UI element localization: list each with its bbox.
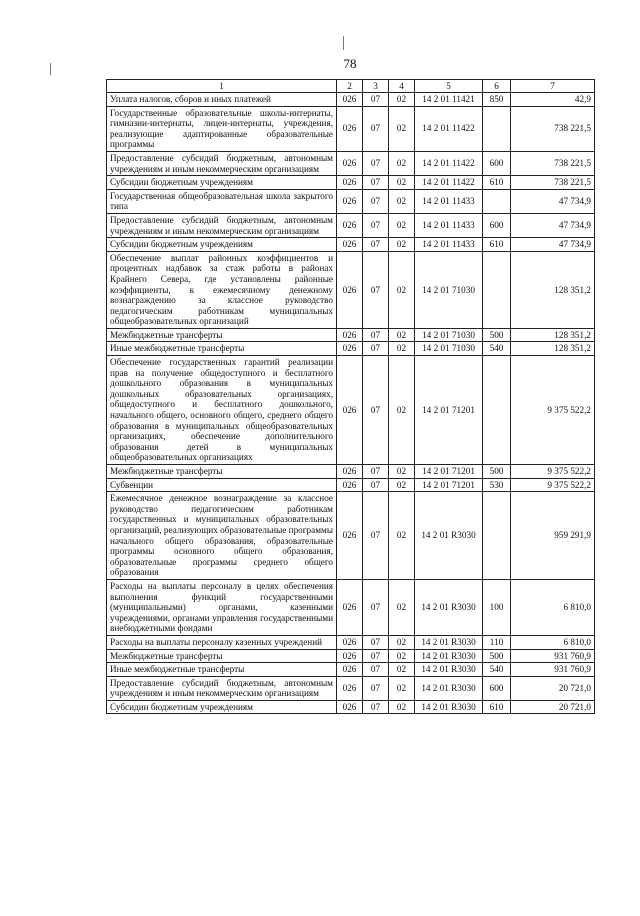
row-code-cell: 026 <box>337 342 363 356</box>
row-name-cell: Межбюджетные трансферты <box>107 328 337 342</box>
row-subsection-cell: 02 <box>389 213 415 237</box>
row-amount-cell: 9 375 522,2 <box>511 465 595 479</box>
row-name-cell: Государственные образовательные школы-интернаты, гимназии-интернаты, лицеи-интернаты, учреждения, реализующие адаптированные образовательные программы <box>107 106 337 151</box>
row-code-cell: 026 <box>337 676 363 700</box>
row-section-cell: 07 <box>363 700 389 714</box>
row-amount-cell: 47 734,9 <box>511 213 595 237</box>
table-row <box>107 478 595 492</box>
row-type-cell: 500 <box>483 649 511 663</box>
table-row <box>107 663 595 677</box>
table-row <box>107 151 595 175</box>
row-code-cell: 026 <box>337 635 363 649</box>
column-header: 6 <box>483 80 511 93</box>
row-name-cell: Расходы на выплаты персоналу казенных учреждений <box>107 635 337 649</box>
row-type-cell: 600 <box>483 676 511 700</box>
table-row <box>107 700 595 714</box>
row-type-cell: 850 <box>483 93 511 107</box>
column-header: 3 <box>363 80 389 93</box>
row-amount-cell: 128 351,2 <box>511 251 595 328</box>
row-name-cell: Иные межбюджетные трансферты <box>107 342 337 356</box>
row-amount-cell: 9 375 522,2 <box>511 356 595 465</box>
row-subsection-cell: 02 <box>389 106 415 151</box>
row-name-cell: Межбюджетные трансферты <box>107 649 337 663</box>
budget-table <box>106 79 595 714</box>
row-section-cell: 07 <box>363 151 389 175</box>
row-code-cell: 026 <box>337 213 363 237</box>
row-target-cell: 14 2 01 11433 <box>415 189 483 213</box>
row-name-cell: Иные межбюджетные трансферты <box>107 663 337 677</box>
row-amount-cell: 42,9 <box>511 93 595 107</box>
row-section-cell: 07 <box>363 328 389 342</box>
row-type-cell <box>483 492 511 580</box>
row-code-cell: 026 <box>337 579 363 635</box>
row-target-cell: 14 2 01 R3030 <box>415 663 483 677</box>
row-type-cell: 610 <box>483 700 511 714</box>
row-target-cell: 14 2 01 71030 <box>415 342 483 356</box>
table-row <box>107 579 595 635</box>
row-subsection-cell: 02 <box>389 238 415 252</box>
row-target-cell: 14 2 01 11422 <box>415 176 483 190</box>
row-code-cell: 026 <box>337 151 363 175</box>
row-subsection-cell: 02 <box>389 356 415 465</box>
row-name-cell: Предоставление субсидий бюджетным, автономным учреждениям и иным некоммерческим организациям <box>107 213 337 237</box>
row-type-cell: 600 <box>483 213 511 237</box>
row-amount-cell: 47 734,9 <box>511 238 595 252</box>
row-subsection-cell: 02 <box>389 649 415 663</box>
row-section-cell: 07 <box>363 663 389 677</box>
row-section-cell: 07 <box>363 213 389 237</box>
row-target-cell: 14 2 01 R3030 <box>415 676 483 700</box>
row-type-cell <box>483 189 511 213</box>
table-row <box>107 465 595 479</box>
row-target-cell: 14 2 01 R3030 <box>415 579 483 635</box>
row-type-cell: 610 <box>483 238 511 252</box>
row-amount-cell: 47 734,9 <box>511 189 595 213</box>
row-name-cell: Субвенции <box>107 478 337 492</box>
row-amount-cell: 738 221,5 <box>511 176 595 190</box>
row-amount-cell: 128 351,2 <box>511 342 595 356</box>
row-target-cell: 14 2 01 R3030 <box>415 649 483 663</box>
row-section-cell: 07 <box>363 93 389 107</box>
header-row <box>107 80 595 93</box>
row-section-cell: 07 <box>363 465 389 479</box>
column-header: 1 <box>107 80 337 93</box>
row-name-cell: Субсидии бюджетным учреждениям <box>107 700 337 714</box>
row-amount-cell: 738 221,5 <box>511 151 595 175</box>
row-amount-cell: 959 291,9 <box>511 492 595 580</box>
row-type-cell: 500 <box>483 465 511 479</box>
table-row <box>107 176 595 190</box>
row-name-cell: Межбюджетные трансферты <box>107 465 337 479</box>
row-code-cell: 026 <box>337 328 363 342</box>
row-section-cell: 07 <box>363 478 389 492</box>
row-target-cell: 14 2 01 R3030 <box>415 700 483 714</box>
row-subsection-cell: 02 <box>389 342 415 356</box>
column-header: 7 <box>511 80 595 93</box>
page-number: 78 <box>343 56 357 71</box>
row-code-cell: 026 <box>337 700 363 714</box>
row-type-cell: 600 <box>483 151 511 175</box>
row-section-cell: 07 <box>363 251 389 328</box>
column-header: 4 <box>389 80 415 93</box>
row-name-cell: Обеспечение государственных гарантий реализации прав на получение общедоступного и бесплатного дошкольного образования в муниципальных дошкольных образовательных организациях, общедоступного и бесплатного дошкольного, начального общего, основного общего, среднего общего образования в муниципальных общеобразовательных организациях, обеспечение дополнительного образования детей в муниципальных общеобразовательных организациях <box>107 356 337 465</box>
row-name-cell: Уплата налогов, сборов и иных платежей <box>107 93 337 107</box>
row-amount-cell: 931 760,9 <box>511 663 595 677</box>
row-target-cell: 14 2 01 11433 <box>415 213 483 237</box>
row-section-cell: 07 <box>363 676 389 700</box>
row-code-cell: 026 <box>337 238 363 252</box>
row-subsection-cell: 02 <box>389 700 415 714</box>
row-subsection-cell: 02 <box>389 579 415 635</box>
row-type-cell <box>483 106 511 151</box>
row-subsection-cell: 02 <box>389 176 415 190</box>
row-type-cell: 110 <box>483 635 511 649</box>
row-section-cell: 07 <box>363 579 389 635</box>
row-code-cell: 026 <box>337 106 363 151</box>
table-row <box>107 93 595 107</box>
table-row <box>107 342 595 356</box>
row-section-cell: 07 <box>363 106 389 151</box>
row-type-cell <box>483 356 511 465</box>
table-row <box>107 106 595 151</box>
row-name-cell: Обеспечение выплат районных коэффициентов и процентных надбавок за стаж работы в районах Крайнего Севера, где установлены районные коэффициенты, к ежемесячному денежному вознаграждению за классное руководство педагогическим работникам муниципальных общеобразовательных организаций <box>107 251 337 328</box>
row-subsection-cell: 02 <box>389 676 415 700</box>
table-row <box>107 649 595 663</box>
row-code-cell: 026 <box>337 356 363 465</box>
row-name-cell: Предоставление субсидий бюджетным, автономным учреждениям и иным некоммерческим организациям <box>107 676 337 700</box>
table-row <box>107 635 595 649</box>
row-amount-cell: 128 351,2 <box>511 328 595 342</box>
row-subsection-cell: 02 <box>389 492 415 580</box>
row-subsection-cell: 02 <box>389 465 415 479</box>
table-row <box>107 492 595 580</box>
row-target-cell: 14 2 01 71030 <box>415 328 483 342</box>
row-type-cell: 500 <box>483 328 511 342</box>
table-row <box>107 213 595 237</box>
table-row <box>107 238 595 252</box>
row-target-cell: 14 2 01 71201 <box>415 478 483 492</box>
row-code-cell: 026 <box>337 663 363 677</box>
table-row <box>107 251 595 328</box>
row-section-cell: 07 <box>363 342 389 356</box>
row-code-cell: 026 <box>337 189 363 213</box>
row-amount-cell: 6 810,0 <box>511 579 595 635</box>
row-target-cell: 14 2 01 11433 <box>415 238 483 252</box>
row-target-cell: 14 2 01 11422 <box>415 151 483 175</box>
table-row <box>107 189 595 213</box>
row-section-cell: 07 <box>363 356 389 465</box>
row-code-cell: 026 <box>337 465 363 479</box>
row-subsection-cell: 02 <box>389 251 415 328</box>
row-section-cell: 07 <box>363 176 389 190</box>
row-type-cell: 540 <box>483 342 511 356</box>
row-code-cell: 026 <box>337 649 363 663</box>
row-subsection-cell: 02 <box>389 663 415 677</box>
row-section-cell: 07 <box>363 635 389 649</box>
table-row <box>107 356 595 465</box>
row-name-cell: Государственная общеобразовательная школа закрытого типа <box>107 189 337 213</box>
row-subsection-cell: 02 <box>389 189 415 213</box>
row-target-cell: 14 2 01 R3030 <box>415 635 483 649</box>
row-subsection-cell: 02 <box>389 478 415 492</box>
row-subsection-cell: 02 <box>389 635 415 649</box>
row-name-cell: Расходы на выплаты персоналу в целях обеспечения выполнения функций государственными (муниципальными) органами, казенными учреждениями, органами управления государственными внебюджетными фондами <box>107 579 337 635</box>
row-type-cell: 610 <box>483 176 511 190</box>
row-target-cell: 14 2 01 71201 <box>415 465 483 479</box>
row-type-cell: 530 <box>483 478 511 492</box>
row-code-cell: 026 <box>337 478 363 492</box>
row-amount-cell: 931 760,9 <box>511 649 595 663</box>
row-name-cell: Субсидии бюджетным учреждениям <box>107 238 337 252</box>
row-target-cell: 14 2 01 71201 <box>415 356 483 465</box>
row-subsection-cell: 02 <box>389 328 415 342</box>
row-amount-cell: 738 221,5 <box>511 106 595 151</box>
row-type-cell: 540 <box>483 663 511 677</box>
row-section-cell: 07 <box>363 189 389 213</box>
row-target-cell: 14 2 01 11421 <box>415 93 483 107</box>
column-header: 2 <box>337 80 363 93</box>
row-target-cell: 14 2 01 11422 <box>415 106 483 151</box>
row-amount-cell: 6 810,0 <box>511 635 595 649</box>
row-target-cell: 14 2 01 71030 <box>415 251 483 328</box>
row-type-cell <box>483 251 511 328</box>
row-subsection-cell: 02 <box>389 93 415 107</box>
row-section-cell: 07 <box>363 649 389 663</box>
row-amount-cell: 20 721,0 <box>511 700 595 714</box>
row-code-cell: 026 <box>337 251 363 328</box>
row-code-cell: 026 <box>337 93 363 107</box>
row-amount-cell: 9 375 522,2 <box>511 478 595 492</box>
row-name-cell: Ежемесячное денежное вознаграждение за классное руководство педагогическим работникам государственных и муниципальных образовательных организаций, реализующих образовательные программы начального общего образования, образовательные программы основного общего образования, образовательные программы среднего общего образования <box>107 492 337 580</box>
table-row <box>107 328 595 342</box>
row-code-cell: 026 <box>337 176 363 190</box>
row-target-cell: 14 2 01 R3030 <box>415 492 483 580</box>
table-row <box>107 676 595 700</box>
row-name-cell: Предоставление субсидий бюджетным, автономным учреждениям и иным некоммерческим организациям <box>107 151 337 175</box>
column-header: 5 <box>415 80 483 93</box>
row-name-cell: Субсидии бюджетным учреждениям <box>107 176 337 190</box>
row-subsection-cell: 02 <box>389 151 415 175</box>
scan-mark-top <box>343 36 344 50</box>
row-section-cell: 07 <box>363 492 389 580</box>
row-section-cell: 07 <box>363 238 389 252</box>
row-type-cell: 100 <box>483 579 511 635</box>
row-amount-cell: 20 721,0 <box>511 676 595 700</box>
row-code-cell: 026 <box>337 492 363 580</box>
